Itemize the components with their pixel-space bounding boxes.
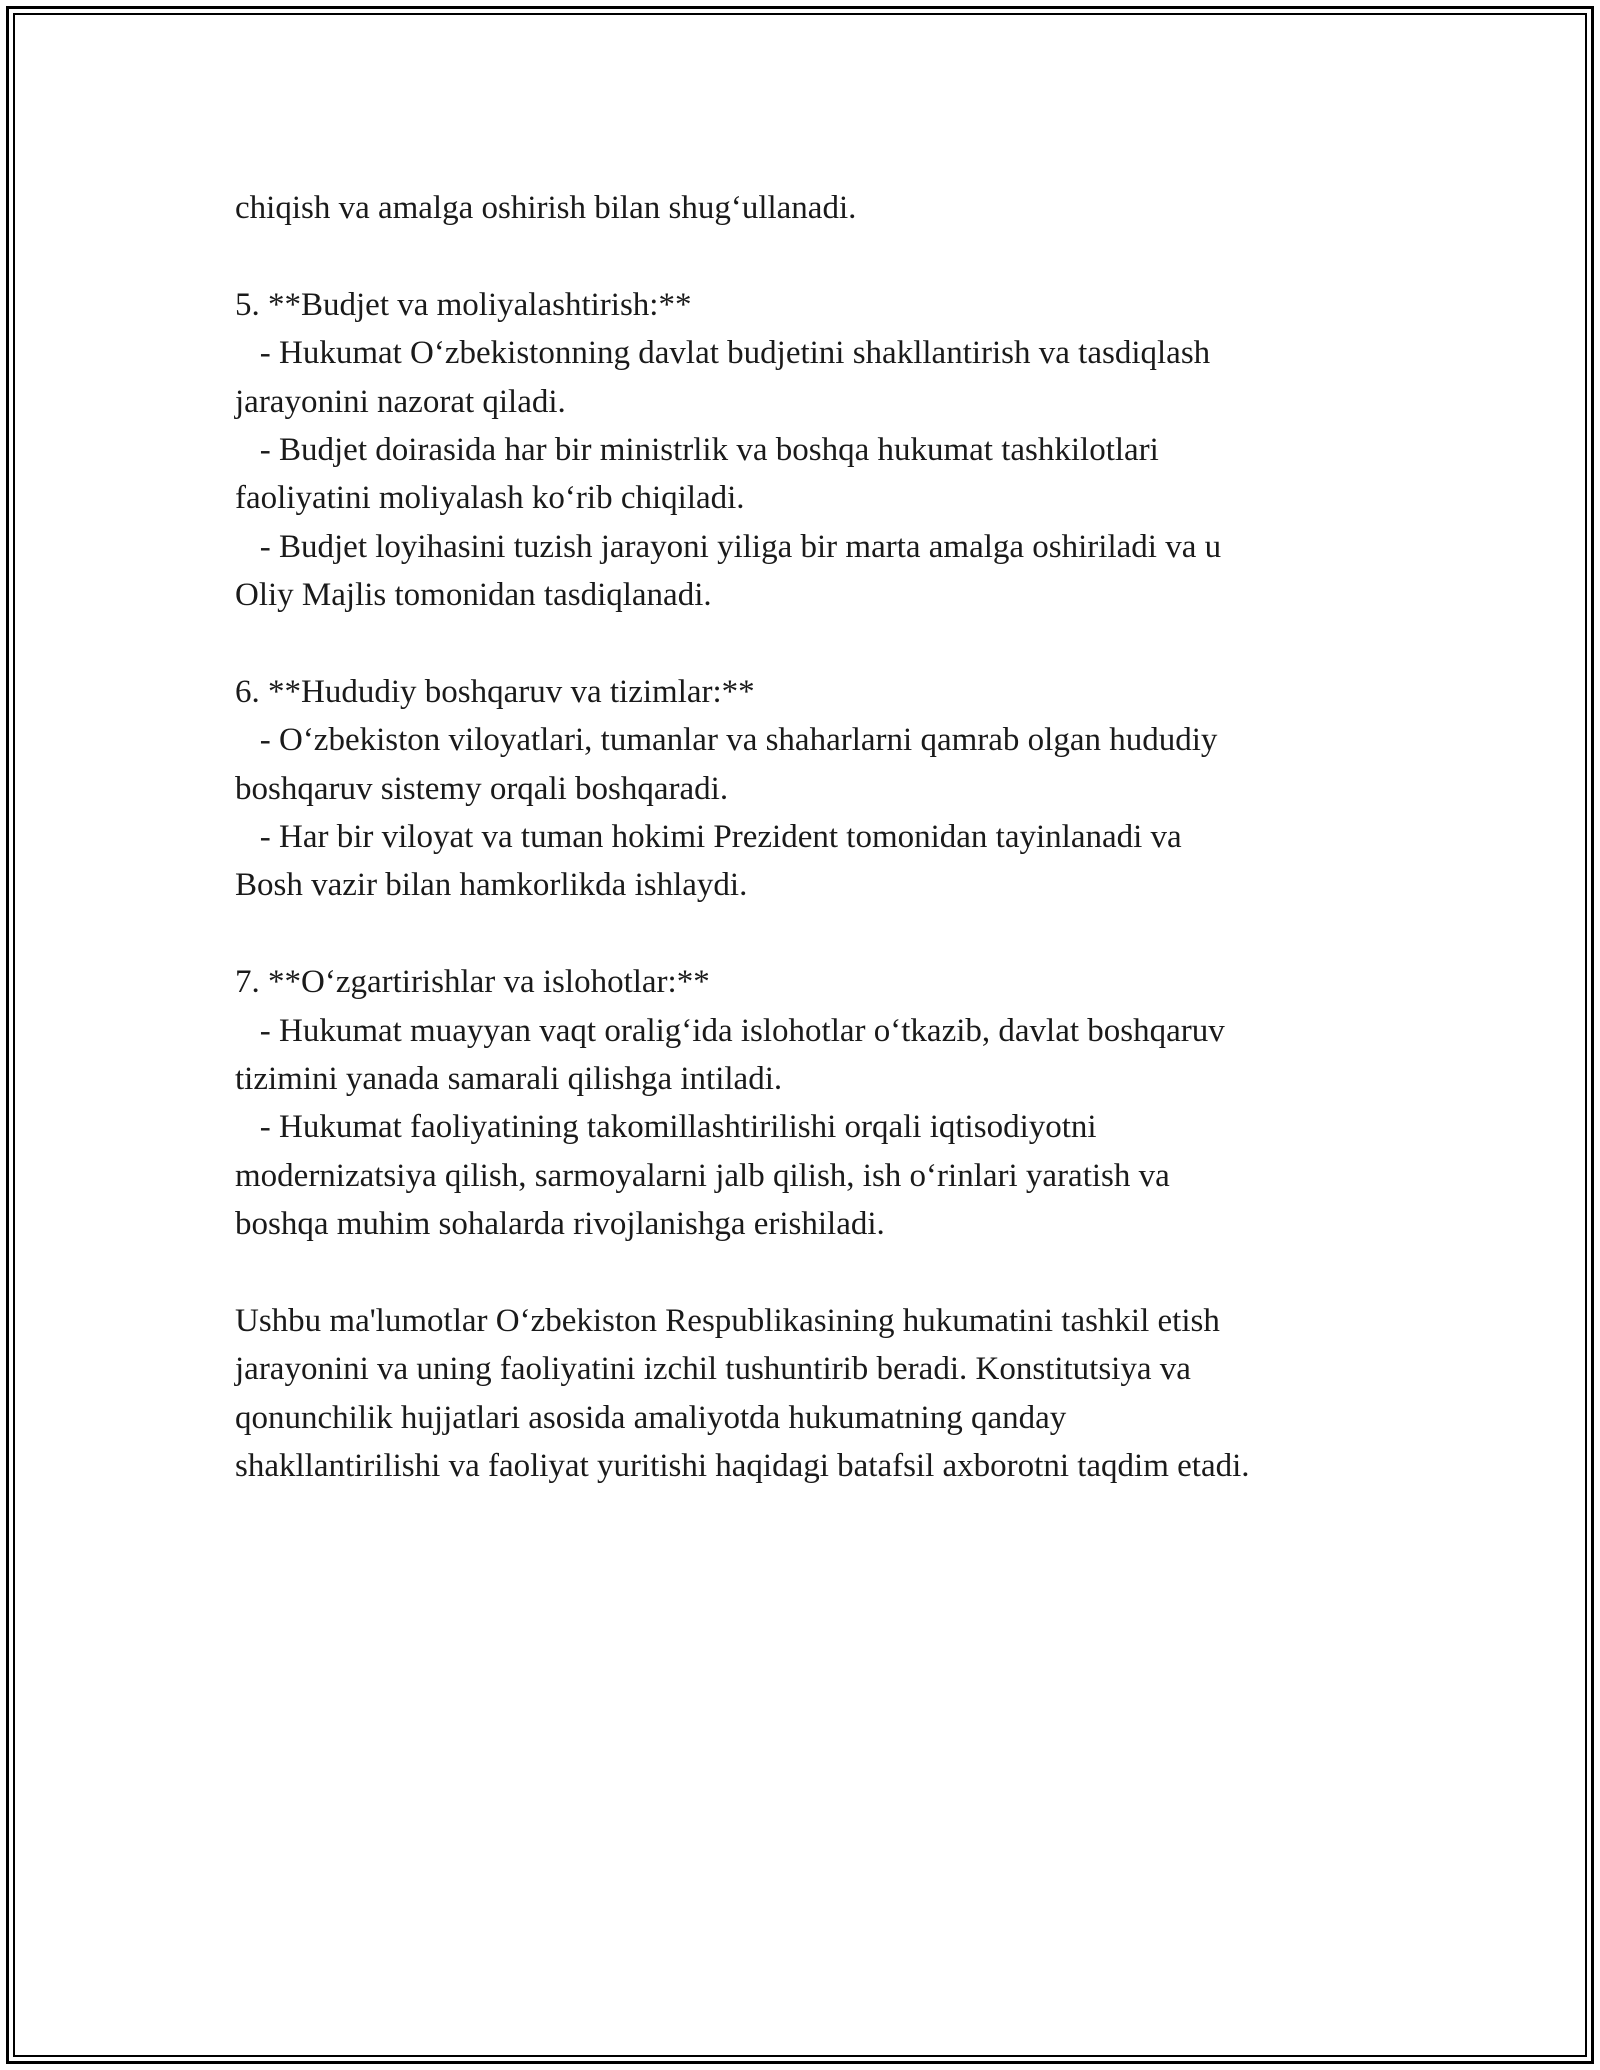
text-line: - Har bir viloyat va tuman hokimi Prezident tomonidan tayinlanadi va (235, 819, 1182, 856)
conclusion-line: qonunchilik hujjatlari asosida amaliyotda hukumatning qanday (235, 1399, 1067, 1436)
text-line: Bosh vazir bilan hamkorlikda ishlaydi. (235, 867, 748, 904)
blank-line (235, 910, 1435, 958)
text-line: chiqish va amalga oshirish bilan shug‘ullanadi. (235, 190, 857, 226)
conclusion-line: Ushbu ma'lumotlar O‘zbekiston Respublikasining hukumatini tashkil etish (235, 1302, 1220, 1339)
document-body (235, 184, 1435, 1491)
conclusion-line: shakllantirilishi va faoliyat yuritishi haqidagi batafsil axborotni taqdim etadi. (235, 1448, 1250, 1485)
text-line: modernizatsiya qilish, sarmoyalarni jalb qilish, ish o‘rinlari yaratish va (235, 1157, 1170, 1194)
blank-line (235, 1249, 1435, 1297)
text-line: Oliy Majlis tomonidan tasdiqlanadi. (235, 577, 712, 614)
text-line: - Hukumat muayyan vaqt oralig‘ida islohotlar o‘tkazib, davlat boshqaruv (235, 1012, 1225, 1049)
text-line: - O‘zbekiston viloyatlari, tumanlar va shaharlarni qamrab olgan hududiy (235, 722, 1218, 759)
section-heading-5: 5. **Budjet va moliyalashtirish:** (235, 286, 692, 323)
blank-line (235, 620, 1435, 668)
text-line: boshqaruv sistemy orqali boshqaradi. (235, 770, 729, 807)
text-line: - Hukumat O‘zbekistonning davlat budjetini shakllantirish va tasdiqlash (235, 335, 1211, 372)
text-line: - Budjet doirasida har bir ministrlik va boshqa hukumat tashkilotlari (235, 431, 1159, 468)
text-line: boshqa muhim sohalarda rivojlanishga erishiladi. (235, 1206, 885, 1243)
text-line: faoliyatini moliyalash ko‘rib chiqiladi. (235, 480, 745, 517)
text-line: - Budjet loyihasini tuzish jarayoni yiliga bir marta amalga oshiriladi va u (235, 528, 1222, 565)
text-line: jarayonini nazorat qiladi. (235, 383, 566, 420)
section-heading-7: 7. **O‘zgartirishlar va islohotlar:** (235, 964, 710, 1001)
text-line: tizimini yanada samarali qilishga intiladi. (235, 1061, 783, 1098)
text-line: - Hukumat faoliyatining takomillashtirilishi orqali iqtisodiyotni (235, 1109, 1097, 1146)
conclusion-line: jarayonini va uning faoliyatini izchil tushuntirib beradi. Konstitutsiya va (235, 1351, 1191, 1388)
section-heading-6: 6. **Hududiy boshqaruv va tizimlar:** (235, 673, 755, 710)
blank-line (235, 232, 1435, 280)
